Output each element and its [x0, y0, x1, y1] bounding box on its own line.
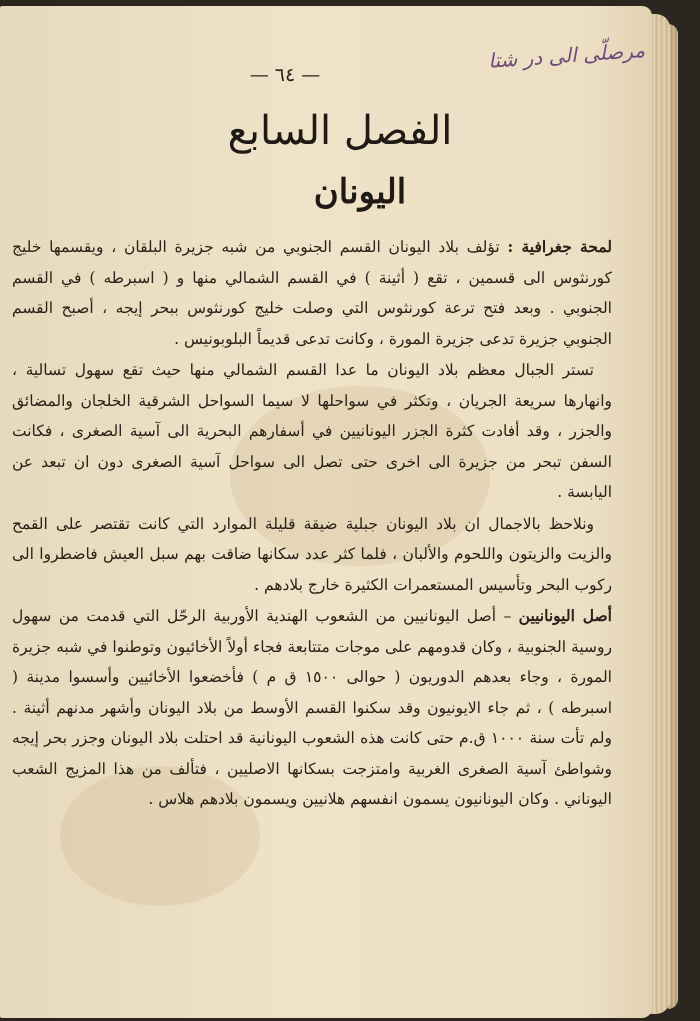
paragraph-lead: أصل اليونانيين	[518, 606, 612, 625]
paragraph	[12, 601, 612, 815]
paragraph-text: – أصل اليونانيين من الشعوب الهندية الأوربية الرحّل التي قدمت من سهول روسية الجنوبية ، وكان قدومهم على موجات متتابعة فجاء أولاً الأخائيون وتوطنوا في شبه جزيرة المورة ، وجاء بعدهم الدوريون ( حوالى ١٥٠٠ ق م ) فأخضعوا الأخائيين وأسسوا مدينة ( اسبرطه ) ، ثم جاء الايونيون وقد سكنوا القسم الأوسط من بلاد اليونان وأشهر مدنهم أثينة . ولم تأت سنة ١٠٠٠ ق.م حتى كانت هذه الشعوب اليونانية قد احتلت بلاد اليونان وجزر بحر إيجه وشواطئ آسية الصغرى الغربية وامتزجت بسكانها الاصليين ، فتألف من هذا المزيج الشعب اليوناني . وكان اليونانيون يسمون انفسهم هلانيين ويسمون بلادهم هلاس .	[12, 607, 612, 808]
paragraph-text: تستر الجبال معظم بلاد اليونان ما عدا القسم الشمالي منها حيث تقع سهول تسالية ، وانهارها سريعة الجريان ، وتكثر في سواحلها لا سيما السواحل الشرقية الخلجان والمضائق والجزر ، وقد أفادت كثرة الجزر اليونانيين في أسفارهم البحرية الى آسية الصغرى ، فكانت السفن تبحر من جزيرة الى اخرى حتى تصل الى سواحل آسية الصغرى دون ان تبعد عن اليابسة .	[12, 361, 612, 501]
paragraph-text: ونلاحظ بالاجمال ان بلاد اليونان جبلية ضيقة قليلة الموارد التي كانت تقتصر على القمح والزيت والزيتون واللحوم والألبان ، فلما كثر عدد سكانها ضاقت بهم سبل العيش فاضطروا الى ركوب البحر وتأسيس المستعمرات الكثيرة خارج بلادهم .	[12, 514, 612, 594]
section-title: اليونان	[313, 172, 407, 212]
page-number: — ٦٤ —	[249, 64, 321, 86]
paragraph-text: تؤلف بلاد اليونان القسم الجنوبي من شبه جزيرة البلقان ، ويقسمها خليج كورنثوس الى قسمين ، تقع ( أثينة ) في القسم الشمالي منها و ( اسبرطه ) في القسم الجنوبي . وبعد فتح ترعة كورنثوس التي وصلت خليج كورنثوس ببحر إيجه ، أصبح القسم الجنوبي جزيرة تدعى جزيرة المورة ، وكانت تدعى قديماً البلوبونيس .	[12, 238, 612, 348]
paragraph	[12, 509, 612, 601]
paragraph	[12, 355, 612, 508]
paragraph-lead: لمحة جغرافية :	[507, 237, 613, 256]
body-text	[12, 232, 612, 815]
handwritten-note: مرصلّى الى در شتا	[487, 37, 646, 73]
chapter-title: الفصل السابع	[227, 108, 453, 154]
paragraph	[12, 232, 612, 354]
